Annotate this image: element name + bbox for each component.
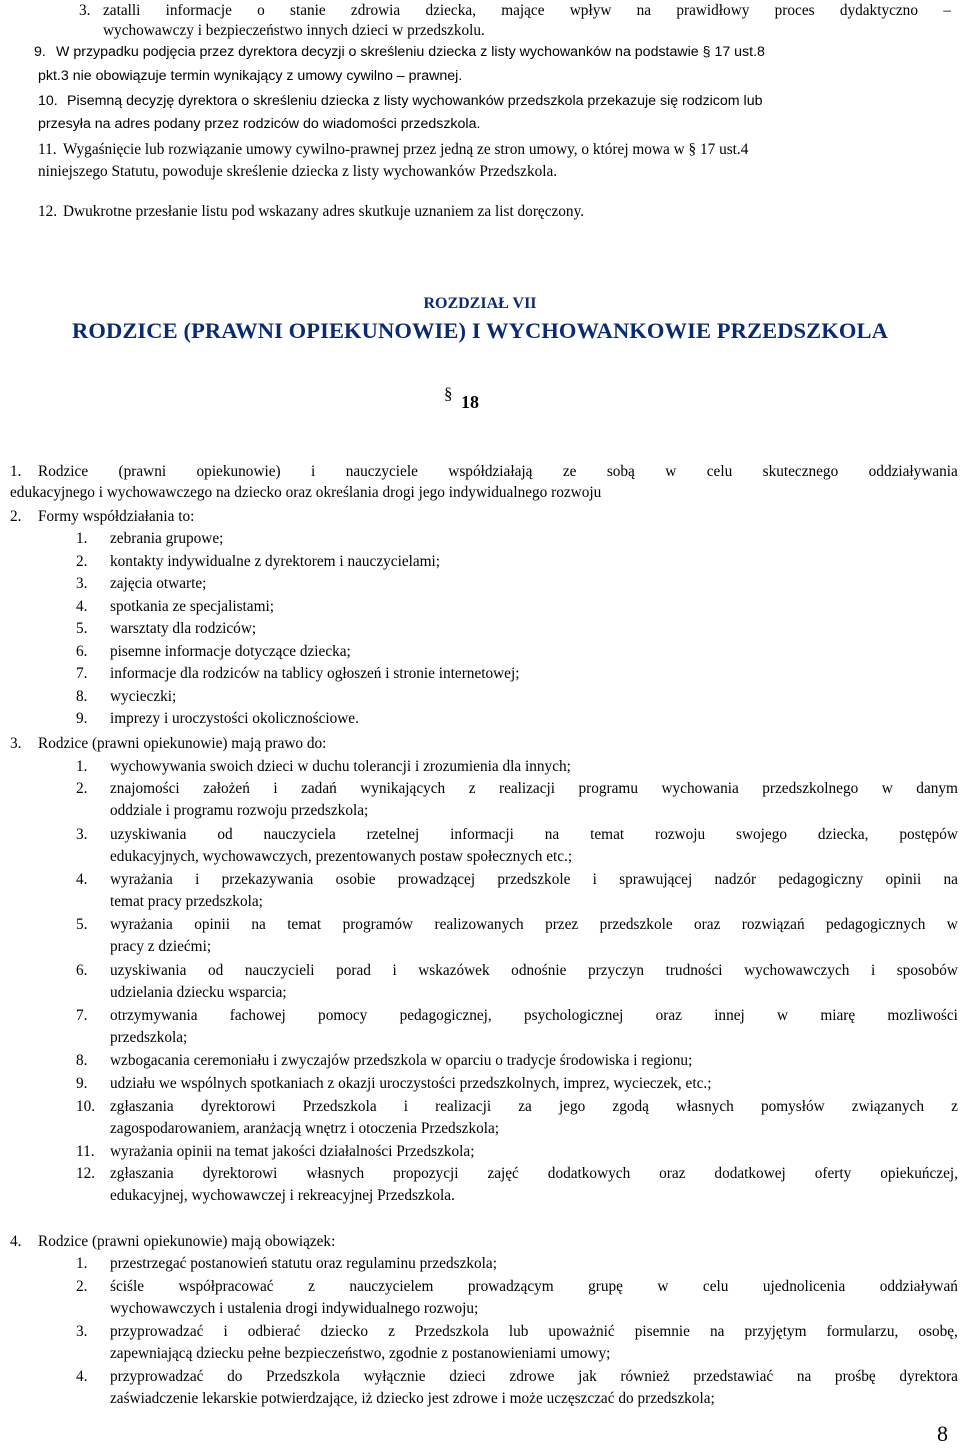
list-item-number: 3. xyxy=(76,826,88,843)
list-item-number: 6. xyxy=(76,643,88,660)
chapter-label: ROZDZIAŁ VII xyxy=(423,295,537,312)
list-item-number: 4. xyxy=(76,871,88,888)
list-item-line: Dwukrotne przesłanie listu pod wskazany adres skutkuje uznaniem za list doręczony. xyxy=(63,203,585,220)
list-item-number: 9. xyxy=(34,44,46,60)
section-symbol: § xyxy=(444,384,453,403)
section-heading-text: Formy współdziałania to: xyxy=(38,508,195,525)
section-heading xyxy=(444,384,479,413)
list-item-line: udziału we wspólnych spotkaniach z okazji uroczystości przedszkolnych, imprez, wycieczek, etc.; xyxy=(110,1075,712,1092)
chapter-title: RODZICE (PRAWNI OPIEKUNOWIE) I WYCHOWANKOWIE PRZEDSZKOLA xyxy=(72,318,888,343)
list-item-number: 3. xyxy=(79,2,91,19)
list-item-number: 10. xyxy=(38,93,58,109)
list-item: spotkania ze specjalistami; xyxy=(110,598,274,615)
section-number-label: 2. xyxy=(10,508,22,525)
list-item-number: 12. xyxy=(38,203,58,220)
list-item-number: 12. xyxy=(76,1165,96,1182)
list-item-number: 2. xyxy=(76,1278,88,1295)
list-item-line: uzyskiwania od nauczycieli porad i wskazówek odnośnie przyczyn trudności wychowawczych i sposobów xyxy=(110,962,958,979)
list-item-number: 7. xyxy=(76,1007,88,1024)
list-item-line: edukacyjnych, wychowawczych, prezentowanych postaw społecznych etc.; xyxy=(110,848,573,865)
section-heading-text: Rodzice (prawni opiekunowie) mają prawo do: xyxy=(38,735,327,752)
paragraph-line: Rodzice (prawni opiekunowie) i nauczyciele współdziałają ze sobą w celu skutecznego oddziaływania xyxy=(38,463,958,480)
list-item-number: 6. xyxy=(76,962,88,979)
section-number-label: 1. xyxy=(10,463,22,480)
list-item-number: 1. xyxy=(76,758,88,775)
list-item-line: zatalli informacje o stanie zdrowia dziecka, mające wpływ na prawidłowy proces dydaktyczno – xyxy=(103,2,951,19)
list-item-line: otrzymywania fachowej pomocy pedagogicznej, psychologicznej oraz innej w miarę mozliwości xyxy=(110,1007,958,1024)
list-item-line: Wygaśnięcie lub rozwiązanie umowy cywilno-prawnej przez jedną ze stron umowy, o której mowa w § 17 ust.4 xyxy=(63,141,749,158)
list-item: informacje dla rodziców na tablicy ogłoszeń i stronie internetowej; xyxy=(110,665,520,682)
list-item-line: przestrzegać postanowień statutu oraz regulaminu przedszkola; xyxy=(110,1255,497,1272)
list-item-number: 1. xyxy=(76,1255,88,1272)
list-item-line: wychowywania swoich dzieci w duchu tolerancji i zrozumienia dla innych; xyxy=(110,758,571,775)
list-item: wycieczki; xyxy=(110,688,177,705)
section-number: 18 xyxy=(461,392,479,412)
list-item-number: 10. xyxy=(76,1098,96,1115)
list-item-line: udzielania dziecku wsparcia; xyxy=(110,984,287,1001)
list-item-line: pracy z dziećmi; xyxy=(110,938,212,955)
list-item-number: 3. xyxy=(76,1323,88,1340)
list-item-number: 8. xyxy=(76,1052,88,1069)
section-number-label: 3. xyxy=(10,735,22,752)
list-item-line: znajomości założeń i zadań wynikających z realizacji programu wychowania przedszkolnego w danym xyxy=(110,780,958,797)
page-number: 8 xyxy=(937,1421,948,1446)
list-item-line: zgłaszania dyrektorowi własnych propozycji zajęć dodatkowych oraz dodatkowej oferty opiekuńczej, xyxy=(110,1165,958,1182)
list-item: warsztaty dla rodziców; xyxy=(110,620,257,637)
list-item-number: 11. xyxy=(76,1143,95,1160)
list-item-line: zagospodarowaniem, aranżacją wnętrz i otoczenia Przedszkola; xyxy=(110,1120,500,1137)
list-item-line: edukacyjnej, wychowawczej i rekreacyjnej Przedszkola. xyxy=(110,1187,455,1204)
section-number-label: 4. xyxy=(10,1233,22,1250)
section-heading-text: Rodzice (prawni opiekunowie) mają obowiązek: xyxy=(38,1233,336,1250)
list-item-line: uzyskiwania od nauczyciela rzetelnej informacji na temat rozwoju swojego dziecka, postępów xyxy=(110,826,958,843)
list-item-line: zapewniającą dziecku pełne bezpieczeństwo, zgodnie z postanowieniami umowy; xyxy=(110,1345,611,1362)
list-item-number: 1. xyxy=(76,530,88,547)
list-item-line: Pisemną decyzję dyrektora o skreśleniu dziecka z listy wychowanków przedszkola przekazuje się rodzicom lub xyxy=(67,93,763,109)
list-item-line: zgłaszania dyrektorowi Przedszkola i realizacji za jego zgodą własnych pomysłów związanych z xyxy=(110,1098,958,1115)
list-item-number: 2. xyxy=(76,780,88,797)
list-item-line: pkt.3 nie obowiązuje termin wynikający z umowy cywilno – prawnej. xyxy=(38,68,463,84)
list-item-number: 5. xyxy=(76,916,88,933)
paragraph-line: edukacyjnego i wychowawczego na dziecko oraz określania drogi jego indywidualnego rozwoju xyxy=(10,484,602,501)
list-item: zebrania grupowe; xyxy=(110,530,224,547)
list-item-number: 3. xyxy=(76,575,88,592)
list-item-line: wychowawczych i ustalenia drogi indywidualnego rozwoju; xyxy=(110,1300,479,1317)
list-item-number: 8. xyxy=(76,688,88,705)
list-item-line: W przypadku podjęcia przez dyrektora decyzji o skreśleniu dziecka z listy wychowanków na podstawie § 17 ust.8 xyxy=(56,44,765,60)
list-item-line: ściśle współpracować z nauczycielem prowadzącym grupę w celu ujednolicenia oddziaływań xyxy=(110,1278,958,1295)
list-item: imprezy i uroczystości okolicznościowe. xyxy=(110,710,359,727)
list-item-line: przyprowadzać i odbierać dziecko z Przedszkola lub upoważnić pisemnie na przyjętym formularzu, osobę, xyxy=(110,1323,958,1340)
list-item-line: wyrażania opinii na temat jakości działalności Przedszkola; xyxy=(110,1143,475,1160)
list-item: pisemne informacje dotyczące dziecka; xyxy=(110,643,351,660)
list-item-number: 5. xyxy=(76,620,88,637)
list-item-number: 9. xyxy=(76,710,88,727)
list-item-line: wychowawczy i bezpieczeństwo innych dzieci w przedszkolu. xyxy=(103,22,485,39)
list-item-line: wyrażania opinii na temat programów realizowanych przez przedszkole oraz rozwiązań pedagogicznych w xyxy=(110,916,958,933)
list-item-number: 11. xyxy=(38,141,57,158)
list-item-number: 7. xyxy=(76,665,88,682)
list-item-number: 4. xyxy=(76,598,88,615)
list-item-number: 4. xyxy=(76,1368,88,1385)
list-item: zajęcia otwarte; xyxy=(110,575,207,592)
list-item: kontakty indywidualne z dyrektorem i nauczycielami; xyxy=(110,553,441,570)
list-item-line: przesyła na adres podany przez rodziców do wiadomości przedszkola. xyxy=(38,116,481,132)
list-item-line: przedszkola; xyxy=(110,1029,188,1046)
list-item-line: wzbogacania ceremoniału i zwyczajów przedszkola w oparciu o tradycje środowiska i regionu; xyxy=(110,1052,693,1069)
list-item-number: 2. xyxy=(76,553,88,570)
list-item-line: przyprowadzać do Przedszkola wyłącznie dzieci zdrowe jak również przedstawiać na prośbę dyrektora xyxy=(110,1368,958,1385)
list-item-line: niniejszego Statutu, powoduje skreślenie dziecka z listy wychowanków Przedszkola. xyxy=(38,163,558,180)
list-item-line: wyrażania i przekazywania osobie prowadzącej przedszkole i sprawującej nadzór pedagogiczny opinii na xyxy=(110,871,958,888)
list-item-line: temat pracy przedszkola; xyxy=(110,893,263,910)
list-item-number: 9. xyxy=(76,1075,88,1092)
list-item-line: oddziale i programu rozwoju przedszkola; xyxy=(110,802,369,819)
list-item-line: zaświadczenie lekarskie potwierdzające, iż dziecko jest zdrowe i może uczęszczać do przedszkola; xyxy=(110,1390,715,1407)
